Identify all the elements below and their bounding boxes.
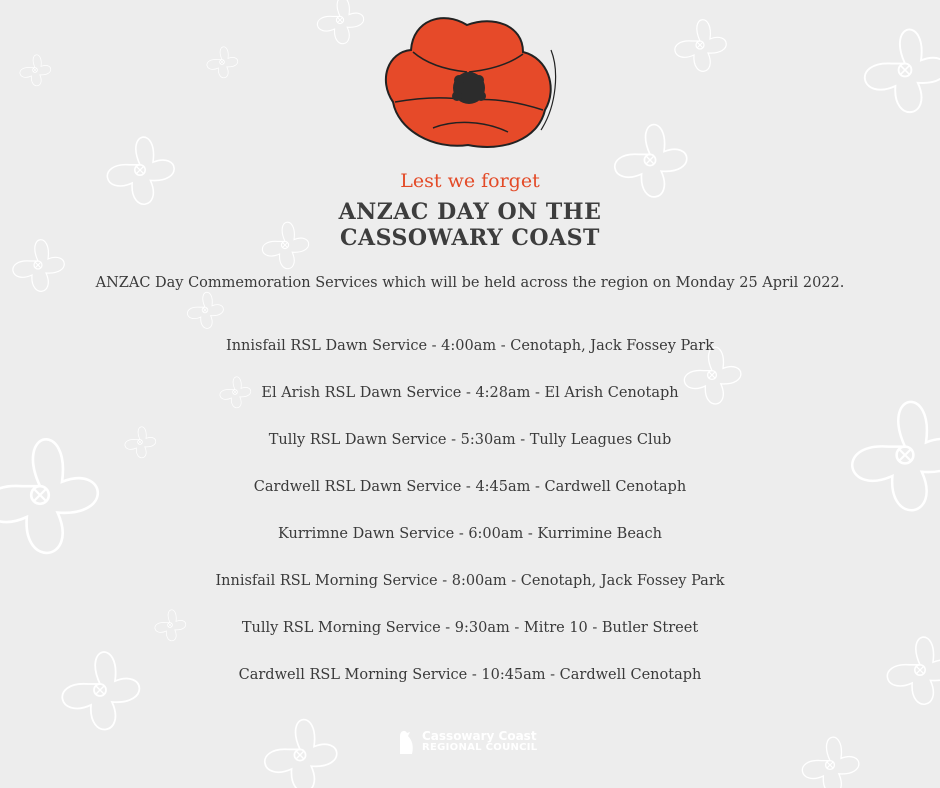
service-item: Tully RSL Morning Service - 9:30am - Mitre 10 - Butler Street <box>241 620 699 636</box>
logo-line2: REGIONAL COUNCIL <box>422 742 538 753</box>
cassowary-logo-icon <box>396 728 416 756</box>
council-logo <box>396 727 537 757</box>
logo-line1: Cassowary Coast <box>422 729 537 743</box>
poppy-flower-icon <box>373 10 561 160</box>
service-item: El Arish RSL Dawn Service - 4:28am - El Arish Cenotaph <box>261 385 679 401</box>
service-item: Cardwell RSL Morning Service - 10:45am - Cardwell Cenotaph <box>238 667 702 683</box>
page-title <box>0 199 940 251</box>
intro-text: ANZAC Day Commemoration Services which will be held across the region on Monday 25 April 2022. <box>95 275 845 291</box>
service-item: Tully RSL Dawn Service - 5:30am - Tully Leagues Club <box>268 432 672 448</box>
flower-outline <box>865 30 940 113</box>
page-title-line2: CASSOWARY COAST <box>340 225 600 251</box>
service-item: Kurrimne Dawn Service - 6:00am - Kurrimine Beach <box>277 526 663 542</box>
service-item: Innisfail RSL Morning Service - 8:00am - Cenotaph, Jack Fossey Park <box>215 573 725 589</box>
tagline: Lest we forget <box>400 170 540 192</box>
service-item: Innisfail RSL Dawn Service - 4:00am - Cenotaph, Jack Fossey Park <box>225 338 715 354</box>
services-list <box>0 338 940 714</box>
page-title-line1: ANZAC DAY ON THE <box>338 199 602 225</box>
service-item: Cardwell RSL Dawn Service - 4:45am - Cardwell Cenotaph <box>253 479 687 495</box>
